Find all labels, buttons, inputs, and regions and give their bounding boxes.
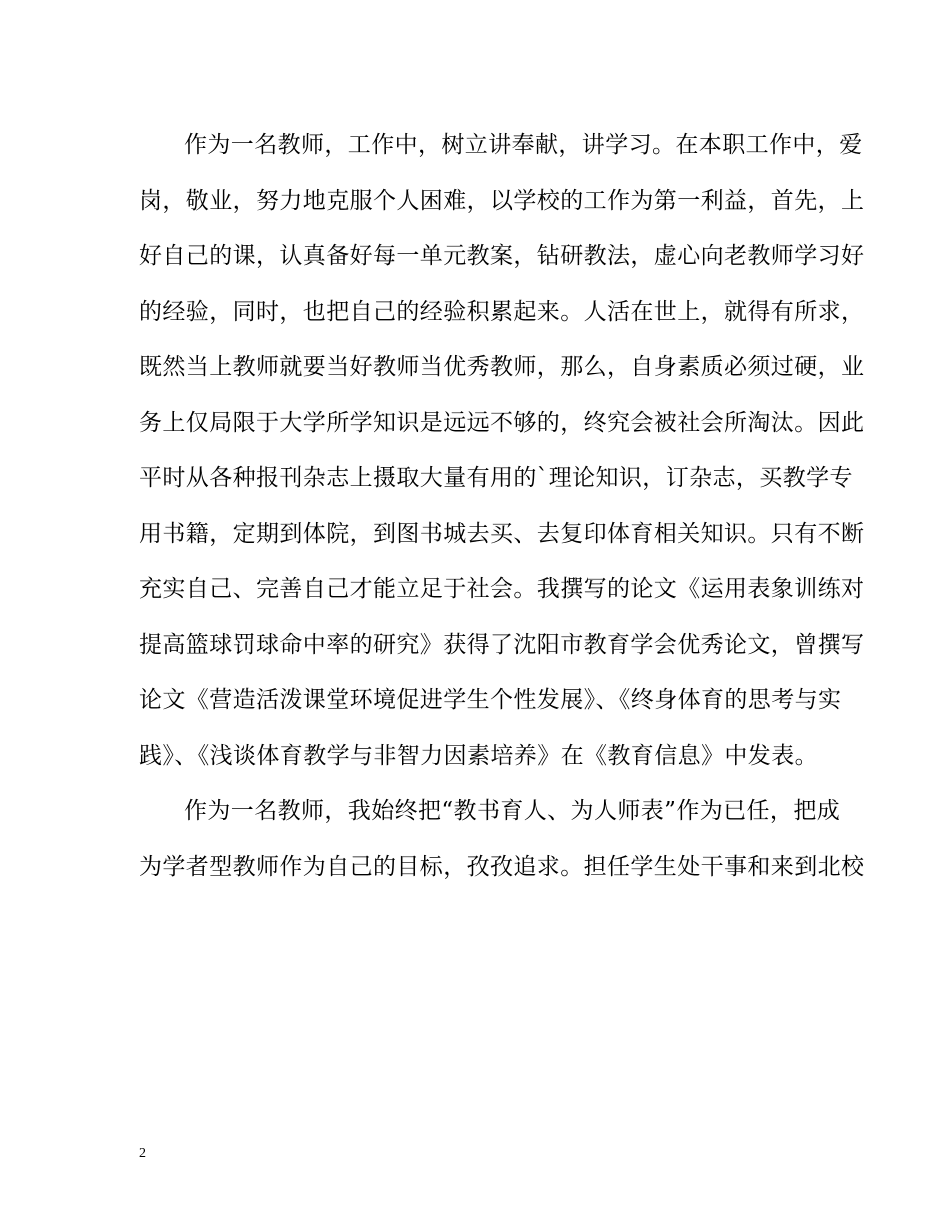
body-text bbox=[139, 118, 865, 895]
paragraph-1-line-11: 论文《营造活泼课堂环境促进学生个性发展》、《终身体育的思考与实 bbox=[139, 687, 842, 713]
paragraph-1-line-7: 平时从各种报刊杂志上摄取大量有用的`理论知识，订杂志，买教学专 bbox=[139, 465, 853, 491]
paragraph-1-line-1: 作为一名教师，工作中，树立讲奉献，讲学习。在本职工作中，爱 bbox=[184, 132, 863, 158]
paragraph-1-line-4: 的经验，同时，也把自己的经验积累起来。人活在世上，就得有所求， bbox=[139, 298, 865, 325]
paragraph-1-line-5: 既然当上教师就要当好教师当优秀教师，那么，自身素质必须过硬，业 bbox=[139, 354, 865, 380]
paragraph-1-line-8: 用书籍，定期到体院，到图书城去买、去复印体育相关知识。只有不断 bbox=[139, 520, 865, 547]
paragraph-1-line-3: 好自己的课，认真备好每一单元教案，钻研教法，虚心向老教师学习好 bbox=[139, 243, 865, 269]
paragraph-2-line-1: 作为一名教师，我始终把“教书育人、为人师表”作为已任，把成 bbox=[184, 798, 841, 824]
paragraph-1-line-12: 践》、《浅谈体育教学与非智力因素培养》在《教育信息》中发表。 bbox=[139, 742, 818, 769]
paragraph-1-line-10: 提高篮球罚球命中率的研究》获得了沈阳市教育学会优秀论文，曾撰写 bbox=[139, 631, 865, 658]
paragraph-1-line-6: 务上仅局限于大学所学知识是远远不够的，终究会被社会所淘汰。因此 bbox=[139, 409, 865, 436]
paragraph-2-line-2: 为学者型教师作为自己的目标，孜孜追求。担任学生处干事和来到北校 bbox=[139, 853, 865, 880]
paragraph-1-line-2: 岗，敬业，努力地克服个人困难，以学校的工作为第一利益，首先，上 bbox=[139, 187, 865, 214]
page-number: 2 bbox=[139, 1146, 146, 1161]
paragraph-1-line-9: 充实自己、完善自己才能立足于社会。我撰写的论文《运用表象训练对 bbox=[139, 576, 865, 602]
